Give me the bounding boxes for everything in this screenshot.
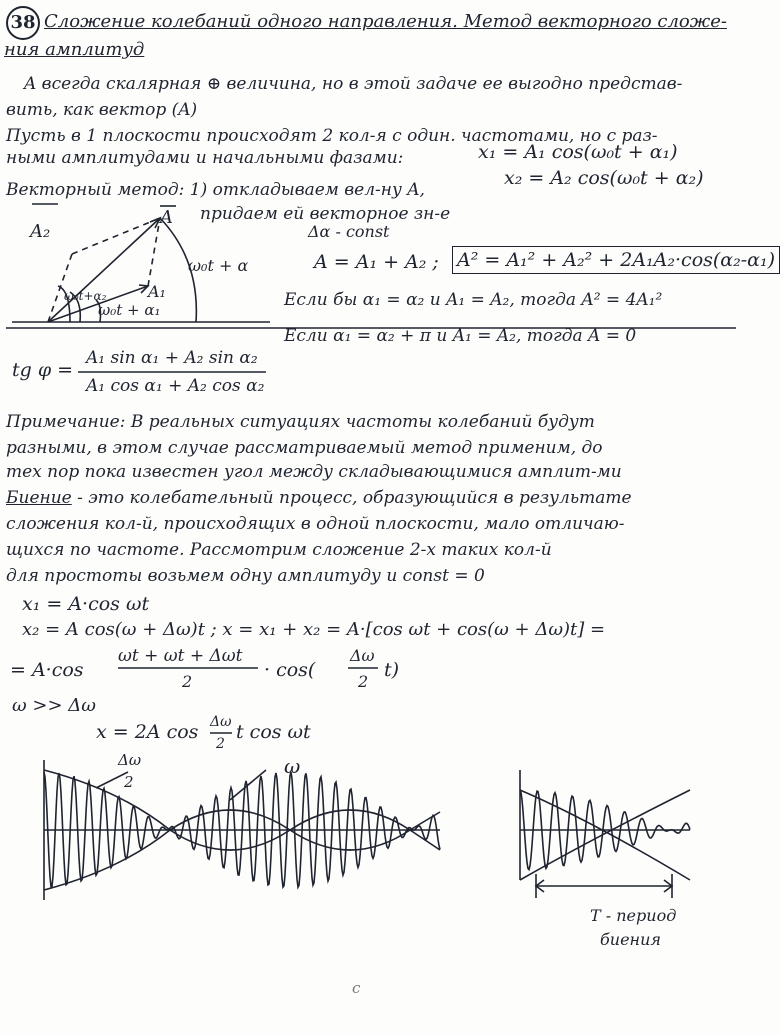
remark-line-5: сложения кол-й, происходящих в одной плоскости, мало отличаю- [6,514,625,534]
page-mark: с [352,979,361,997]
graph-label-dw-num: Δω [118,751,142,769]
beats-condition: ω >> Δω [12,695,96,716]
period-label-2: биения [600,930,661,949]
diagram-label-a1: A₁ [148,282,166,301]
title-line-1: Сложение колебаний одного направления. Метод векторного сложе- [44,11,727,32]
beats-eq3-frac-den: 2 [358,672,369,691]
beats-eq3-end: t) [384,659,400,681]
diagram-label-a2: A₂ [30,221,51,242]
intro-line-3: Пусть в 1 плоскости происходят 2 кол-я с один. частотами, но с раз- [6,126,658,146]
beats-eq-x1: x₁ = A·cos ωt [22,593,150,615]
beats-eq3-pre: = A·cos [10,659,84,681]
graph-label-omega: ω [284,754,301,778]
vector-a2-parallel-dashed [72,218,160,254]
const-note: Δα - const [308,222,390,241]
beats-result-frac-num: Δω [210,714,232,730]
beats-eq3-frac-num: Δω [350,646,375,665]
remark-line-2: разными, в этом случае рассматриваемый метод применим, до [6,438,603,458]
diagram-label-a: A [160,207,173,228]
graph-label-dw-den: 2 [124,773,134,791]
tg-numerator: A₁ sin α₁ + A₂ sin α₂ [86,348,258,368]
beats-result-post: t cos ωt [236,721,311,743]
beats-eq3-post: · cos( [264,659,316,681]
title-line-2: ния амплитуд [4,39,145,60]
intro-line-1: A всегда скалярная ⊕ величина, но в этой задаче ее выгодно представ- [24,74,683,94]
intro-line-2: вить, как вектор (A) [6,100,198,120]
remark-line-6: щихся по частоте. Рассмотрим сложение 2-х таких кол-й [6,540,552,560]
diagram-label-rotation: ω₀t + α [188,256,249,275]
beats-result-frac-den: 2 [216,736,225,752]
amplitude-formula-boxed: A² = A₁² + A₂² + 2A₁A₂·cos(α₂-α₁) [452,246,780,274]
tg-lhs: tg φ = [12,359,74,381]
diagram-label-angle-a2: ω₀t+α₂ [64,289,107,303]
beats-eq-x2: x₂ = A cos(ω + Δω)t ; x = x₁ + x₂ = A·[cos ωt + cos(ω + Δω)t] = [22,619,606,640]
remark-line-1: Примечание: В реальных ситуациях частоты колебаний будут [6,412,595,432]
equation-x2: x₂ = A₂ cos(ω₀t + α₂) [504,167,704,189]
beats-graph-left [44,760,440,900]
tg-denominator: A₁ cos α₁ + A₂ cos α₂ [86,376,265,396]
beats-eq3-num: ωt + ωt + Δωt [118,646,243,666]
beats-graph-right [520,770,690,898]
case-in-phase: Если бы α₁ = α₂ и A₁ = A₂, тогда A² = 4A₁² [284,290,663,310]
beats-result-pre: x = 2A cos [96,721,199,743]
intro-line-5: Векторный метод: 1) откладываем вел-ну A, [6,180,425,200]
remark-line-7: для простоты возьмем одну амплитуду и const = 0 [6,566,485,586]
case-anti-phase: Если α₁ = α₂ + π и A₁ = A₂, тогда A = 0 [284,326,637,346]
term-beats: Биение [6,488,72,508]
beats-eq3-den: 2 [182,672,193,691]
intro-line-6: придаем ей векторное зн-е [200,204,451,224]
remark-line-3: тех пор пока известен угол между складывающимися амплит-ми [6,462,622,482]
remark-line-4: - это колебательный процесс, образующийся в результате [71,488,632,508]
vector-sum-eq: A = A₁ + A₂ ; [314,251,439,273]
diagram-label-angle-a1: ω₀t + α₁ [98,301,161,319]
period-label-1: T - период [590,906,677,925]
equation-x1: x₁ = A₁ cos(ω₀t + α₁) [478,141,678,163]
problem-number-badge: 38 [6,6,40,40]
intro-line-4: ными амплитудами и начальными фазами: [6,148,404,168]
